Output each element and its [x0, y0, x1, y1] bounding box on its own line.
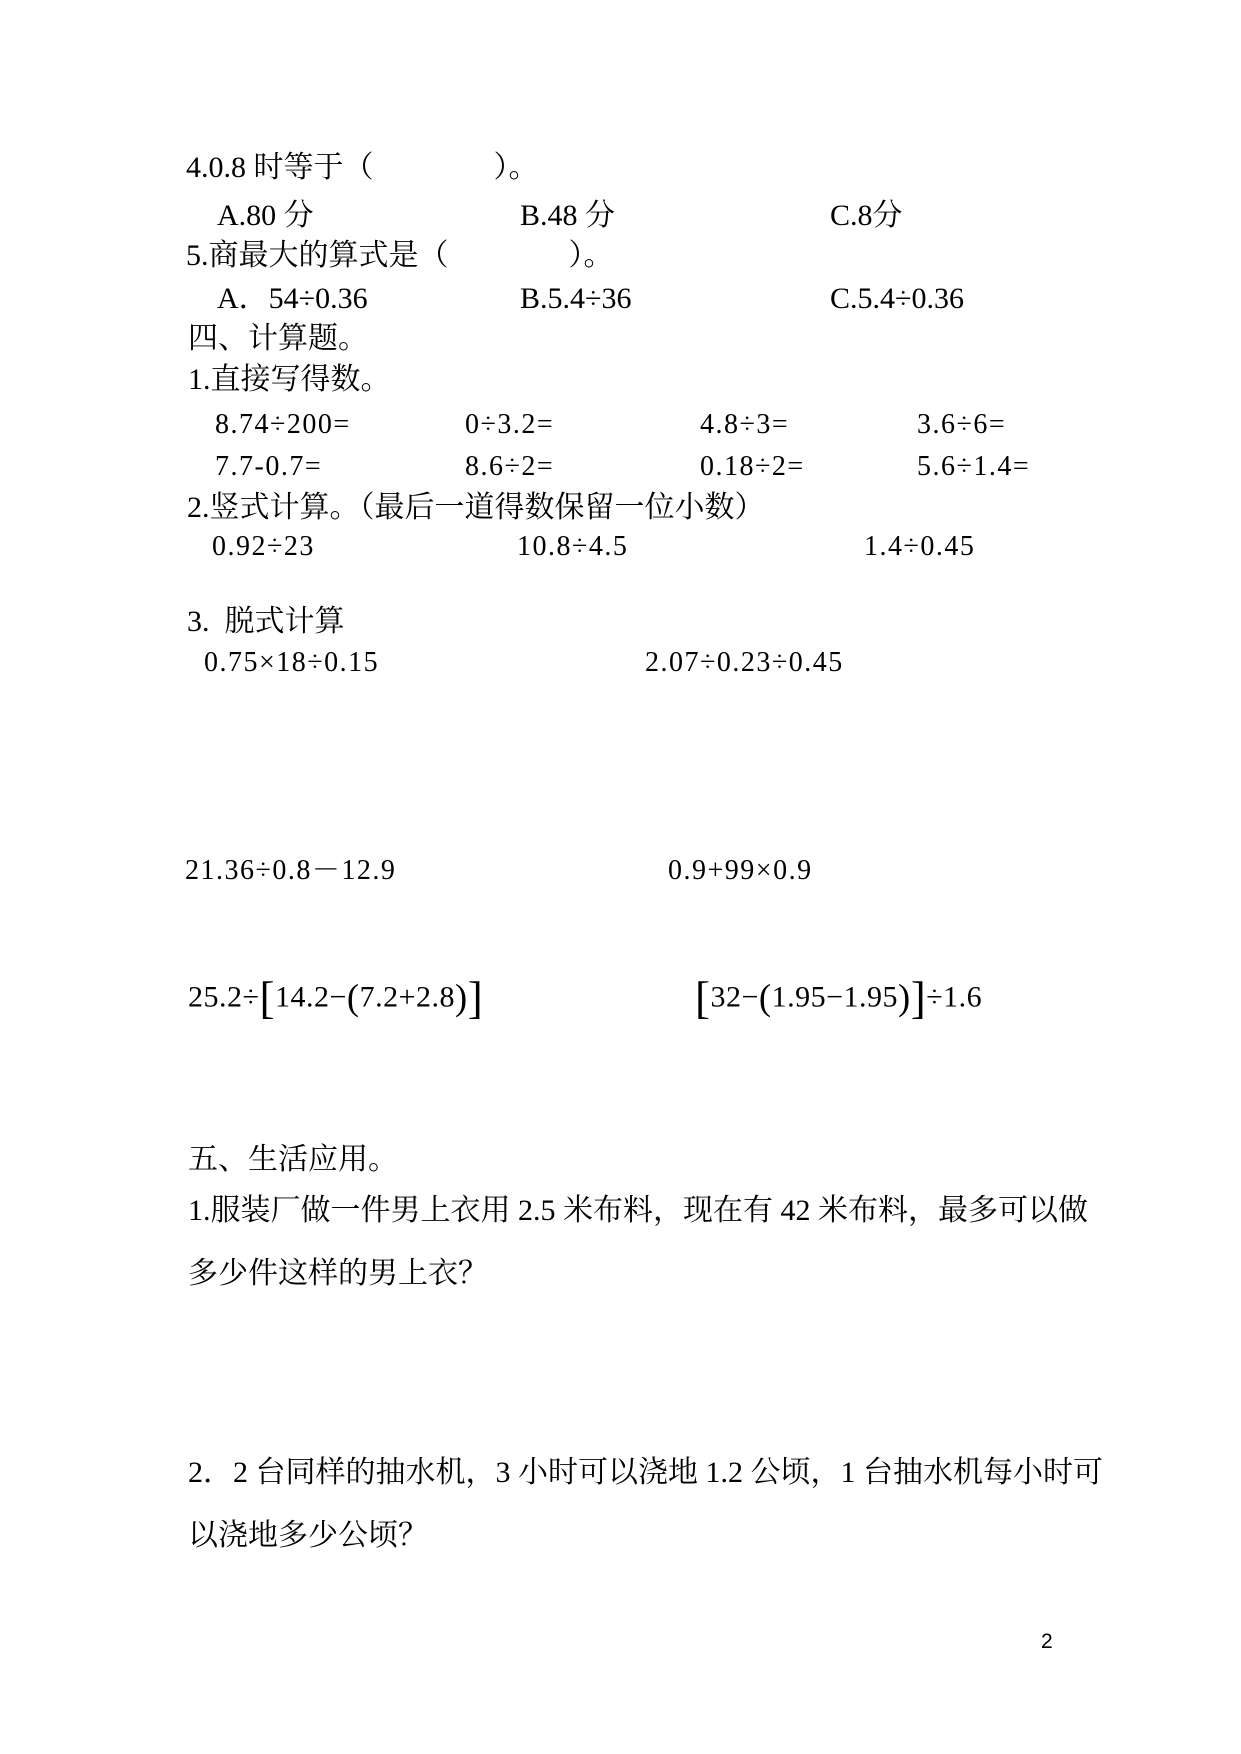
step-calc-expression: [32−(1.95−1.95)]÷1.6: [695, 973, 983, 1023]
direct-write-eq: 0÷3.2=: [465, 409, 555, 440]
step-calc-expression: 0.9+99×0.9: [668, 855, 813, 886]
q4-option-c: C.8分: [830, 199, 903, 232]
direct-write-eq: 0.18÷2=: [700, 451, 805, 482]
direct-write-eq: 3.6÷6=: [917, 409, 1007, 440]
life-q2-text: 2．2 台同样的抽水机，3 小时可以浇地 1.2 公顷，1 台抽水机每小时可: [188, 1456, 1103, 1489]
q5-stem: 5.商最大的算式是（ ）。: [186, 239, 614, 272]
q5-option-c: C.5.4÷0.36: [830, 282, 964, 315]
direct-write-eq: 5.6÷1.4=: [917, 451, 1031, 482]
vertical-calc-item: 10.8÷4.5: [517, 531, 629, 562]
q5-option-b: B.5.4÷36: [520, 282, 632, 315]
direct-write-title: 1.直接写得数。: [188, 363, 391, 396]
direct-write-eq: 8.74÷200=: [215, 409, 351, 440]
step-calc-expression: 0.75×18÷0.15: [204, 647, 380, 678]
q4-option-b: B.48 分: [520, 199, 616, 232]
step-calc-expression: 2.07÷0.23÷0.45: [645, 647, 844, 678]
direct-write-eq: 4.8÷3=: [700, 409, 790, 440]
step-calc-expression: 21.36÷0.8－12.9: [185, 855, 397, 886]
step-calc-expression: 25.2÷[14.2−(7.2+2.8)]: [188, 973, 484, 1023]
q4-option-a: A.80 分: [217, 199, 314, 232]
life-q1-text: 1.服装厂做一件男上衣用 2.5 米布料，现在有 42 米布料，最多可以做: [188, 1194, 1088, 1227]
vertical-calc-item: 1.4÷0.45: [864, 531, 976, 562]
direct-write-eq: 7.7-0.7=: [215, 451, 323, 482]
life-q2-text: 以浇地多少公顷？: [188, 1519, 428, 1552]
q5-option-a: A．54÷0.36: [217, 282, 368, 315]
direct-write-eq: 8.6÷2=: [465, 451, 555, 482]
vertical-calc-title: 2.竖式计算。（最后一道得数保留一位小数）: [187, 491, 765, 524]
step-calc-title: 3. 脱式计算: [187, 605, 345, 638]
section-life-title: 五、生活应用。: [188, 1143, 398, 1176]
page-number: 2: [1041, 1630, 1053, 1653]
vertical-calc-item: 0.92÷23: [212, 531, 315, 562]
q4-stem: 4.0.8 时等于（ ）。: [186, 151, 539, 184]
section-calc-title: 四、计算题。: [188, 322, 368, 355]
life-q1-text: 多少件这样的男上衣？: [188, 1257, 488, 1290]
